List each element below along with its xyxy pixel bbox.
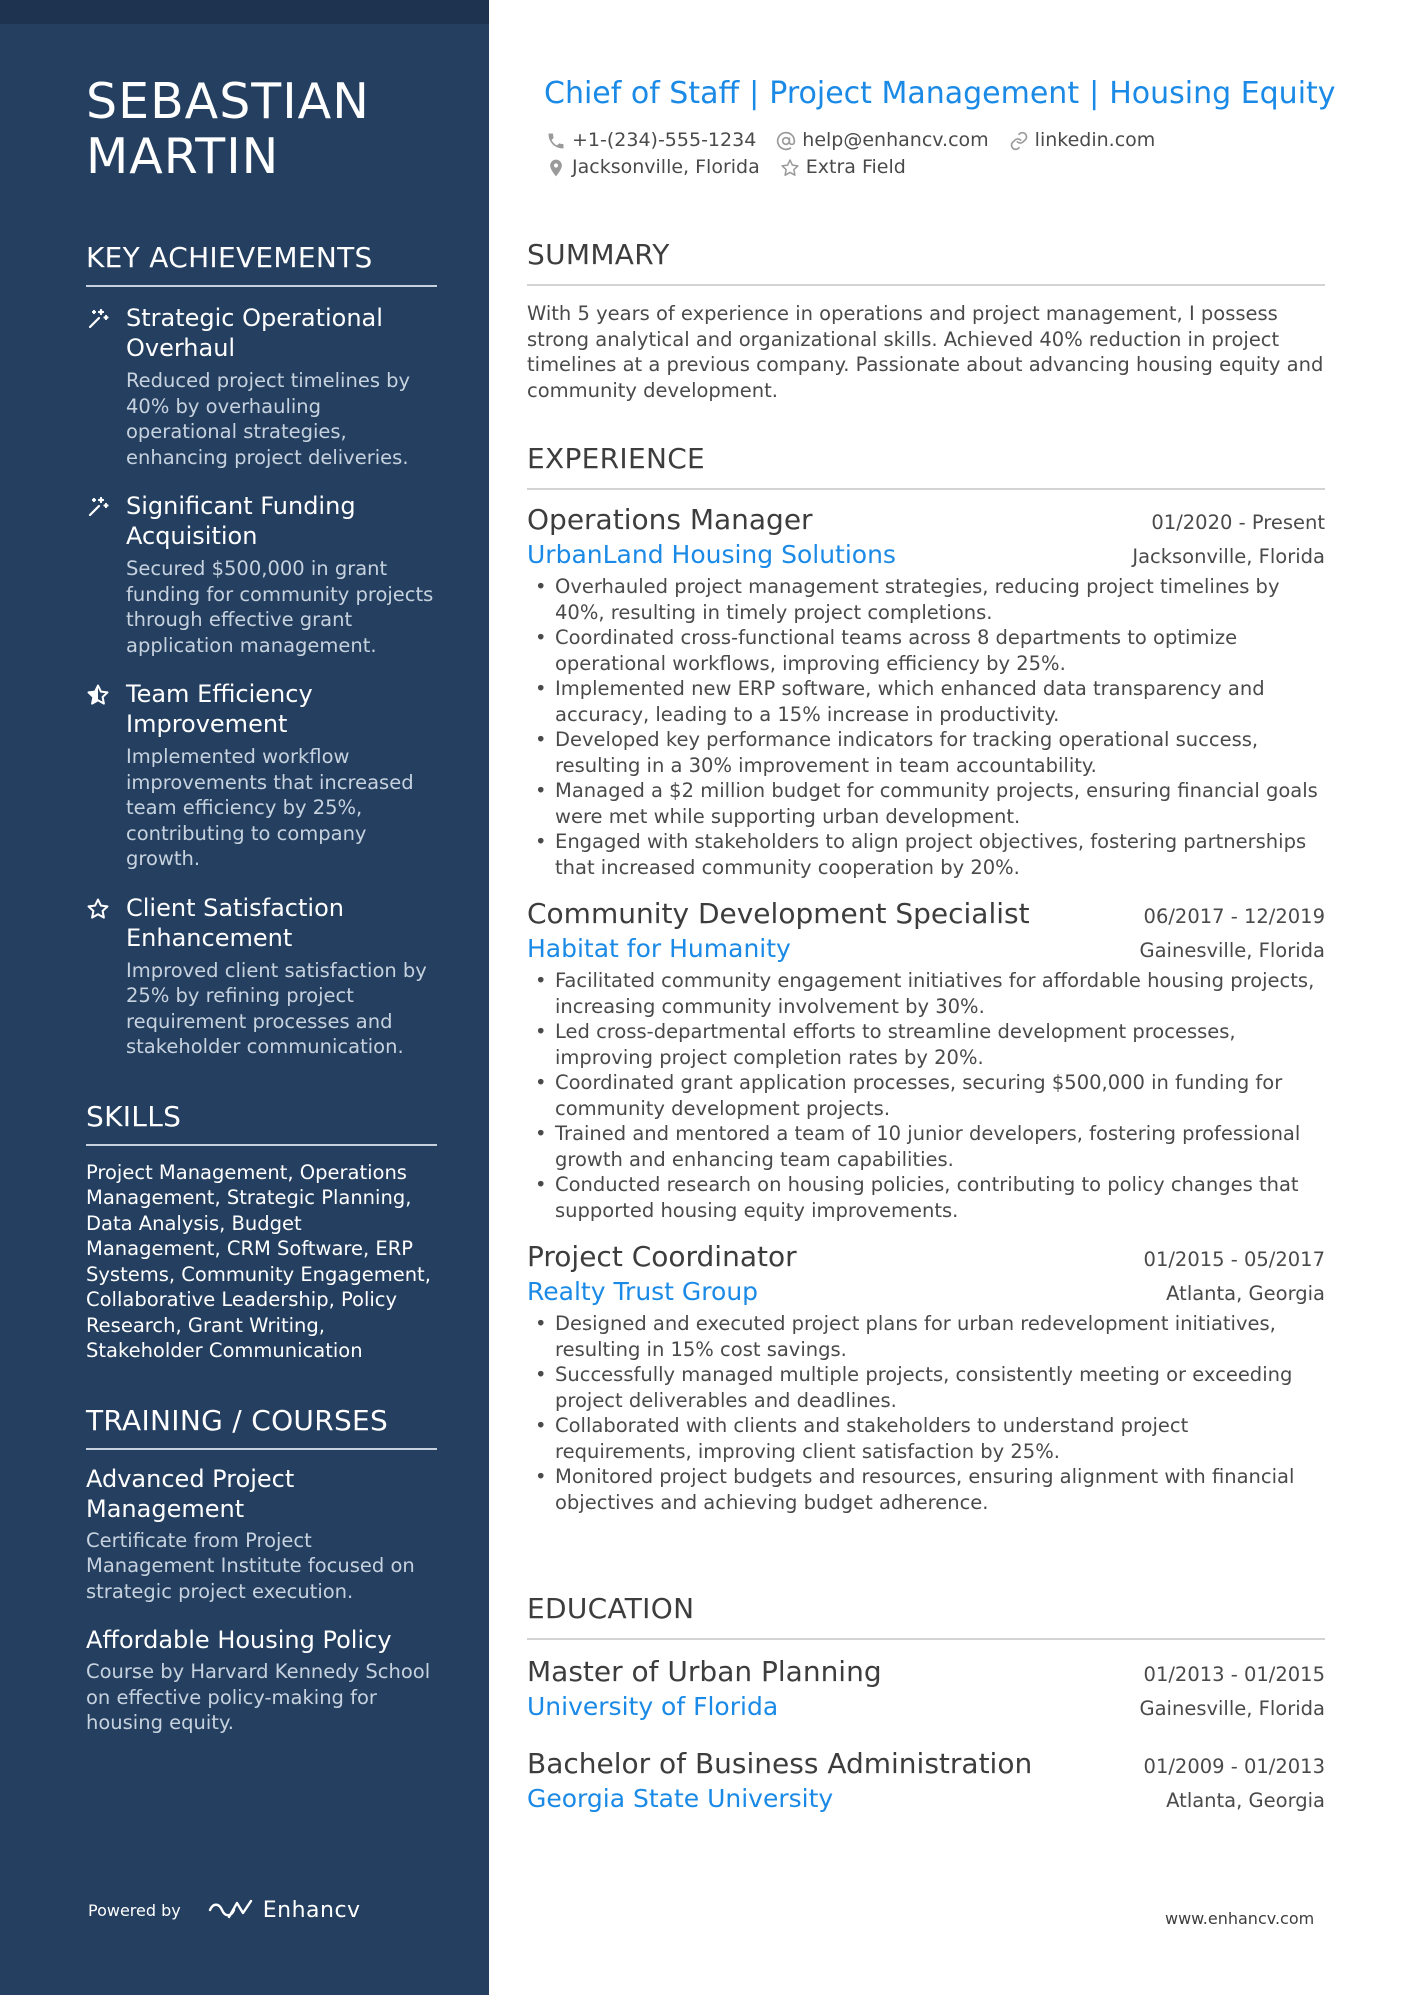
skills-section (86, 1100, 437, 1364)
school-row (527, 1690, 1325, 1724)
achievements-list (86, 303, 437, 1060)
achievement-title: Team Efficiency Improvement (126, 680, 313, 738)
bullet-item: • Designed and executed project plans for urban redevelopment initiatives, resulting in 15% cost savings. (527, 1311, 1325, 1362)
contact-link[interactable] (1009, 127, 1156, 154)
at-sign-icon (776, 131, 796, 151)
summary-text: With 5 years of experience in operations and project management, I possess strong analytical and organizational skills. Achieved 40% reduction in project timelines at a previous company. Passionate about advancing housing equity and community development. (527, 302, 1324, 402)
headline (544, 76, 1336, 112)
job-date: 01/2020 - Present (1151, 511, 1325, 534)
magic-wand-icon (86, 495, 110, 519)
contact-phone[interactable] (546, 127, 756, 154)
achievement-desc: Secured $500,000 in grant funding for community projects through effective grant application management. (126, 557, 434, 657)
name-first: SEBASTIAN (86, 73, 370, 130)
contact-location (546, 154, 760, 181)
degree-row (527, 1654, 1325, 1690)
bullet-item: • Monitored project budgets and resources, ensuring alignment with financial objectives and achieving budget adherence. (527, 1464, 1325, 1515)
achievement-item (86, 491, 437, 658)
course-title: Advanced Project Management (86, 1464, 295, 1523)
achievements-section (86, 241, 437, 1060)
degree-title: Master of Urban Planning (527, 1655, 882, 1688)
job-entry (527, 502, 1325, 880)
job-date: 01/2015 - 05/2017 (1143, 1248, 1325, 1271)
sidebar-content (86, 74, 437, 1736)
job-company-row (527, 1275, 1325, 1309)
achievement-title: Client Satisfaction Enhancement (126, 893, 344, 952)
summary-heading: SUMMARY (527, 238, 1325, 286)
company-name: Realty Trust Group (527, 1277, 759, 1306)
education-entry (527, 1654, 1325, 1724)
job-bullets (527, 574, 1325, 880)
education-heading: EDUCATION (527, 1592, 1325, 1640)
company-name: Habitat for Humanity (527, 934, 791, 963)
bullet-item: • Developed key performance indicators for tracking operational success, resulting in a 30% improvement in team accountability. (527, 727, 1325, 778)
school-location: Gainesville, Florida (1139, 1697, 1325, 1720)
magic-wand-icon (86, 307, 110, 331)
achievement-title: Significant Funding Acquisition (126, 492, 356, 550)
link-text: linkedin.com (1034, 129, 1156, 151)
degree-row (527, 1746, 1325, 1782)
school-location: Atlanta, Georgia (1166, 1789, 1325, 1812)
job-location: Atlanta, Georgia (1166, 1282, 1325, 1305)
job-title-row (527, 1239, 1325, 1275)
training-heading: TRAINING / COURSES (86, 1404, 437, 1450)
contact-row (546, 154, 1306, 181)
degree-title: Bachelor of Business Administration (527, 1747, 1033, 1780)
bullet-item: • Conducted research on housing policies, contributing to policy changes that supported housing equity improvements. (527, 1172, 1325, 1223)
job-company-row (527, 932, 1325, 966)
footer-website[interactable]: www.enhancv.com (1165, 1909, 1315, 1928)
enhancv-logo-icon (207, 1897, 255, 1923)
extra-text: Extra Field (805, 156, 906, 178)
school-name: Georgia State University (527, 1784, 834, 1813)
contact-row (546, 127, 1306, 154)
half-star-icon (86, 683, 110, 707)
bullet-item: • Coordinated cross-functional teams across 8 departments to optimize operational workflows, improving efficiency by 25%. (527, 625, 1325, 676)
email-text: help@enhancv.com (802, 129, 989, 151)
star-outline-icon (780, 158, 800, 178)
job-title: Community Development Specialist (527, 897, 1030, 930)
headline-role: Chief of Staff (544, 76, 740, 111)
skills-heading: SKILLS (86, 1100, 437, 1146)
job-entry (527, 1239, 1325, 1515)
bullet-item: • Facilitated community engagement initiatives for affordable housing projects, increasing community involvement by 30%. (527, 968, 1325, 1019)
brand-name: Enhancv (262, 1897, 361, 1923)
company-name: UrbanLand Housing Solutions (527, 540, 896, 569)
bullet-item: • Successfully managed multiple projects, consistently meeting or exceeding project deliverables and deadlines. (527, 1362, 1325, 1413)
achievement-title: Strategic Operational Overhaul (126, 304, 383, 362)
bullet-item: • Implemented new ERP software, which enhanced data transparency and accuracy, leading to a 15% increase in productivity. (527, 676, 1325, 727)
achievement-item (86, 679, 437, 872)
headline-separator: | (1089, 76, 1100, 111)
star-outline-icon (86, 897, 110, 921)
job-title-row (527, 896, 1325, 932)
school-name: University of Florida (527, 1692, 779, 1721)
job-title: Operations Manager (527, 503, 813, 536)
course-item (86, 1464, 437, 1605)
bullet-item: • Overhauled project management strategies, reducing project timelines by 40%, resulting in timely project completions. (527, 574, 1325, 625)
bullet-item: • Trained and mentored a team of 10 junior developers, fostering professional growth and enhancing team capabilities. (527, 1121, 1325, 1172)
bullet-item: • Managed a $2 million budget for community projects, ensuring financial goals were met while supporting urban development. (527, 778, 1325, 829)
bullet-item: • Engaged with stakeholders to align project objectives, fostering partnerships that increased community cooperation by 20%. (527, 829, 1325, 880)
job-title: Project Coordinator (527, 1240, 797, 1273)
school-row (527, 1782, 1325, 1816)
location-text: Jacksonville, Florida (572, 156, 760, 178)
job-company-row (527, 538, 1325, 572)
skills-list: Project Management, Operations Management, Strategic Planning, Data Analysis, Budget Management, CRM Software, ERP Systems, Community Engagement, Collaborative Leadership, Policy Research, Grant Writing, Stakeholder Communication (86, 1160, 431, 1362)
job-location: Jacksonville, Florida (1132, 545, 1325, 568)
powered-by[interactable] (88, 1897, 361, 1923)
achievement-desc: Implemented workflow improvements that increased team efficiency by 25%, contributing to company growth. (126, 745, 414, 870)
phone-text: +1-(234)-555-1234 (572, 129, 757, 151)
job-bullets (527, 968, 1325, 1223)
job-title-row (527, 502, 1325, 538)
experience-heading: EXPERIENCE (527, 442, 1325, 490)
achievement-item (86, 303, 437, 470)
powered-by-label: Powered by (88, 1900, 181, 1920)
candidate-name (86, 74, 437, 184)
achievement-item (86, 893, 437, 1060)
training-section (86, 1404, 437, 1736)
contact-email[interactable] (776, 127, 988, 154)
education-section (527, 1592, 1325, 1816)
sidebar-top-strip (0, 0, 489, 24)
achievement-desc: Improved client satisfaction by 25% by refining project requirement processes and stakeholder communication. (126, 958, 427, 1058)
summary-section (527, 238, 1325, 403)
job-entry (527, 896, 1325, 1223)
bullet-item: • Led cross-departmental efforts to streamline development processes, improving project completion rates by 20%. (527, 1019, 1325, 1070)
job-location: Gainesville, Florida (1139, 939, 1325, 962)
bullet-item: • Collaborated with clients and stakeholders to understand project requirements, improving client satisfaction by 25%. (527, 1413, 1325, 1464)
education-date: 01/2009 - 01/2013 (1143, 1755, 1325, 1778)
course-item (86, 1625, 437, 1736)
job-bullets (527, 1311, 1325, 1515)
sidebar (0, 0, 489, 1995)
headline-role: Housing Equity (1109, 76, 1336, 111)
contact-info (546, 127, 1306, 181)
course-desc: Certificate from Project Management Institute focused on strategic project execution. (86, 1528, 415, 1603)
link-icon (1009, 131, 1029, 151)
course-title: Affordable Housing Policy (86, 1626, 392, 1654)
course-desc: Course by Harvard Kennedy School on effective policy-making for housing equity. (86, 1660, 431, 1734)
education-date: 01/2013 - 01/2015 (1143, 1663, 1325, 1686)
achievements-heading: KEY ACHIEVEMENTS (86, 241, 437, 287)
achievement-desc: Reduced project timelines by 40% by overhauling operational strategies, enhancing project deliveries. (126, 369, 411, 469)
location-pin-icon (546, 158, 566, 178)
experience-section (527, 442, 1325, 1515)
headline-separator: | (749, 76, 760, 111)
education-entry (527, 1746, 1325, 1816)
contact-extra (780, 154, 906, 181)
bullet-item: • Coordinated grant application processes, securing $500,000 in funding for community development projects. (527, 1070, 1325, 1121)
name-last: MARTIN (86, 128, 280, 185)
job-date: 06/2017 - 12/2019 (1143, 905, 1325, 928)
headline-role: Project Management (769, 76, 1080, 111)
phone-icon (546, 131, 566, 151)
